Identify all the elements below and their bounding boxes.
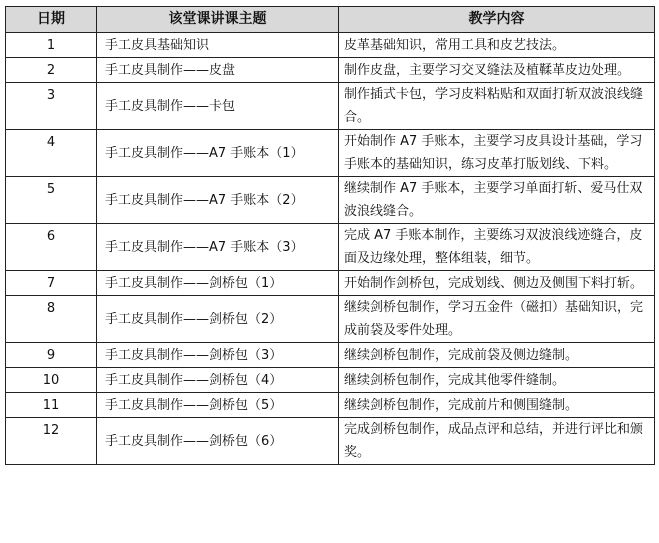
topic-cell: 手工皮具制作——A7 手账本（1） [97,130,339,177]
header-date: 日期 [6,7,97,33]
header-topic: 该堂课讲课主题 [97,7,339,33]
date-cell: 3 [6,83,97,130]
date-cell: 7 [6,271,97,296]
table-row [6,418,655,465]
table-row [6,271,655,296]
content-cell: 开始制作 A7 手账本，主要学习皮具设计基础，学习手账本的基础知识，练习皮革打版划线、下料。 [339,130,655,177]
content-cell: 继续剑桥包制作，完成前片和侧围缝制。 [339,393,655,418]
date-cell: 11 [6,393,97,418]
table-row [6,343,655,368]
date-cell: 2 [6,58,97,83]
content-cell: 继续剑桥包制作，学习五金件（磁扣）基础知识，完成前袋及零件处理。 [339,296,655,343]
topic-cell: 手工皮具制作——剑桥包（5） [97,393,339,418]
date-cell: 6 [6,224,97,271]
table-row [6,33,655,58]
table-row [6,368,655,393]
content-cell: 继续剑桥包制作，完成前袋及侧边缝制。 [339,343,655,368]
header-content: 教学内容 [339,7,655,33]
date-cell: 8 [6,296,97,343]
table-header-row [6,7,655,33]
content-cell: 制作皮盘，主要学习交叉缝法及植鞣革皮边处理。 [339,58,655,83]
topic-cell: 手工皮具制作——A7 手账本（2） [97,177,339,224]
table-row [6,83,655,130]
topic-cell: 手工皮具制作——剑桥包（1） [97,271,339,296]
date-cell: 10 [6,368,97,393]
topic-cell: 手工皮具制作——剑桥包（4） [97,368,339,393]
table-row [6,296,655,343]
date-cell: 4 [6,130,97,177]
date-cell: 5 [6,177,97,224]
topic-cell: 手工皮具基础知识 [97,33,339,58]
date-cell: 12 [6,418,97,465]
content-cell: 制作插式卡包，学习皮料粘贴和双面打斩双波浪线缝合。 [339,83,655,130]
date-cell: 1 [6,33,97,58]
content-cell: 继续制作 A7 手账本，主要学习单面打斩、爱马仕双波浪线缝合。 [339,177,655,224]
topic-cell: 手工皮具制作——A7 手账本（3） [97,224,339,271]
table-row [6,393,655,418]
topic-cell: 手工皮具制作——剑桥包（6） [97,418,339,465]
topic-cell: 手工皮具制作——剑桥包（2） [97,296,339,343]
content-cell: 继续剑桥包制作，完成其他零件缝制。 [339,368,655,393]
content-cell: 完成 A7 手账本制作，主要练习双波浪线迹缝合，皮面及边缘处理，整体组装，细节。 [339,224,655,271]
content-cell: 开始制作剑桥包，完成划线、侧边及侧围下料打斩。 [339,271,655,296]
table-row [6,130,655,177]
date-cell: 9 [6,343,97,368]
topic-cell: 手工皮具制作——皮盘 [97,58,339,83]
course-schedule-table [5,6,655,465]
content-cell: 完成剑桥包制作，成品点评和总结，并进行评比和颁奖。 [339,418,655,465]
table-row [6,177,655,224]
table-row [6,224,655,271]
content-cell: 皮革基础知识，常用工具和皮艺技法。 [339,33,655,58]
table-row [6,58,655,83]
topic-cell: 手工皮具制作——卡包 [97,83,339,130]
topic-cell: 手工皮具制作——剑桥包（3） [97,343,339,368]
